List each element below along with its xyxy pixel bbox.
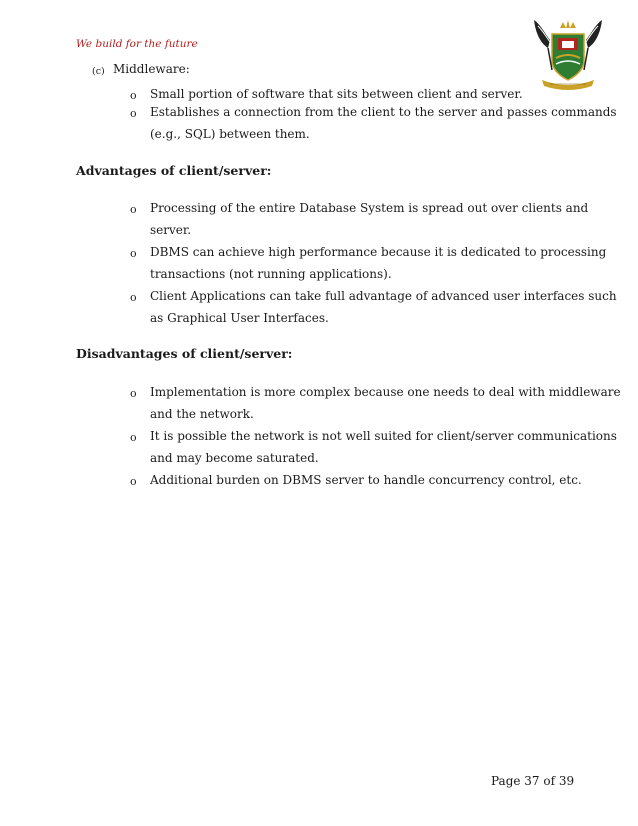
page-number: Page 37 of 39 <box>491 774 575 788</box>
bullet-marker: o <box>130 475 137 488</box>
bullet-line: It is possible the network is not well suited for client/server communications <box>150 429 617 443</box>
bullet-marker: o <box>130 107 137 120</box>
bullet-line: DBMS can achieve high performance because it is dedicated to processing <box>150 245 607 259</box>
bullet-line: (e.g., SQL) between them. <box>150 127 310 141</box>
bullet-marker: o <box>130 203 137 216</box>
bullet-line: server. <box>150 223 192 237</box>
bullet-marker: o <box>130 89 137 102</box>
university-crest-logo <box>528 14 608 90</box>
advantages-heading: Advantages of client/server: <box>76 163 272 178</box>
header-tagline: We build for the future <box>76 38 198 50</box>
bullet-line: Small portion of software that sits between client and server. <box>150 87 523 101</box>
bullet-line: and may become saturated. <box>150 451 319 465</box>
bullet-line: Establishes a connection from the client to the server and passes commands <box>150 105 617 119</box>
bullet-line: Processing of the entire Database System is spread out over clients and <box>150 201 589 215</box>
bullet-marker: o <box>130 387 137 400</box>
bullet-marker: o <box>130 431 137 444</box>
bullet-line: transactions (not running applications). <box>150 267 392 281</box>
section-marker: (c) <box>92 66 105 77</box>
bullet-marker: o <box>130 291 137 304</box>
disadvantages-heading: Disadvantages of client/server: <box>76 346 293 361</box>
bullet-line: Client Applications can take full advantage of advanced user interfaces such <box>150 289 617 303</box>
section-title: Middleware: <box>113 62 190 76</box>
bullet-line: as Graphical User Interfaces. <box>150 311 329 325</box>
bullet-line: Implementation is more complex because one needs to deal with middleware <box>150 385 621 399</box>
bullet-line: and the network. <box>150 407 254 421</box>
bullet-marker: o <box>130 247 137 260</box>
bullet-line: Additional burden on DBMS server to handle concurrency control, etc. <box>150 473 582 487</box>
